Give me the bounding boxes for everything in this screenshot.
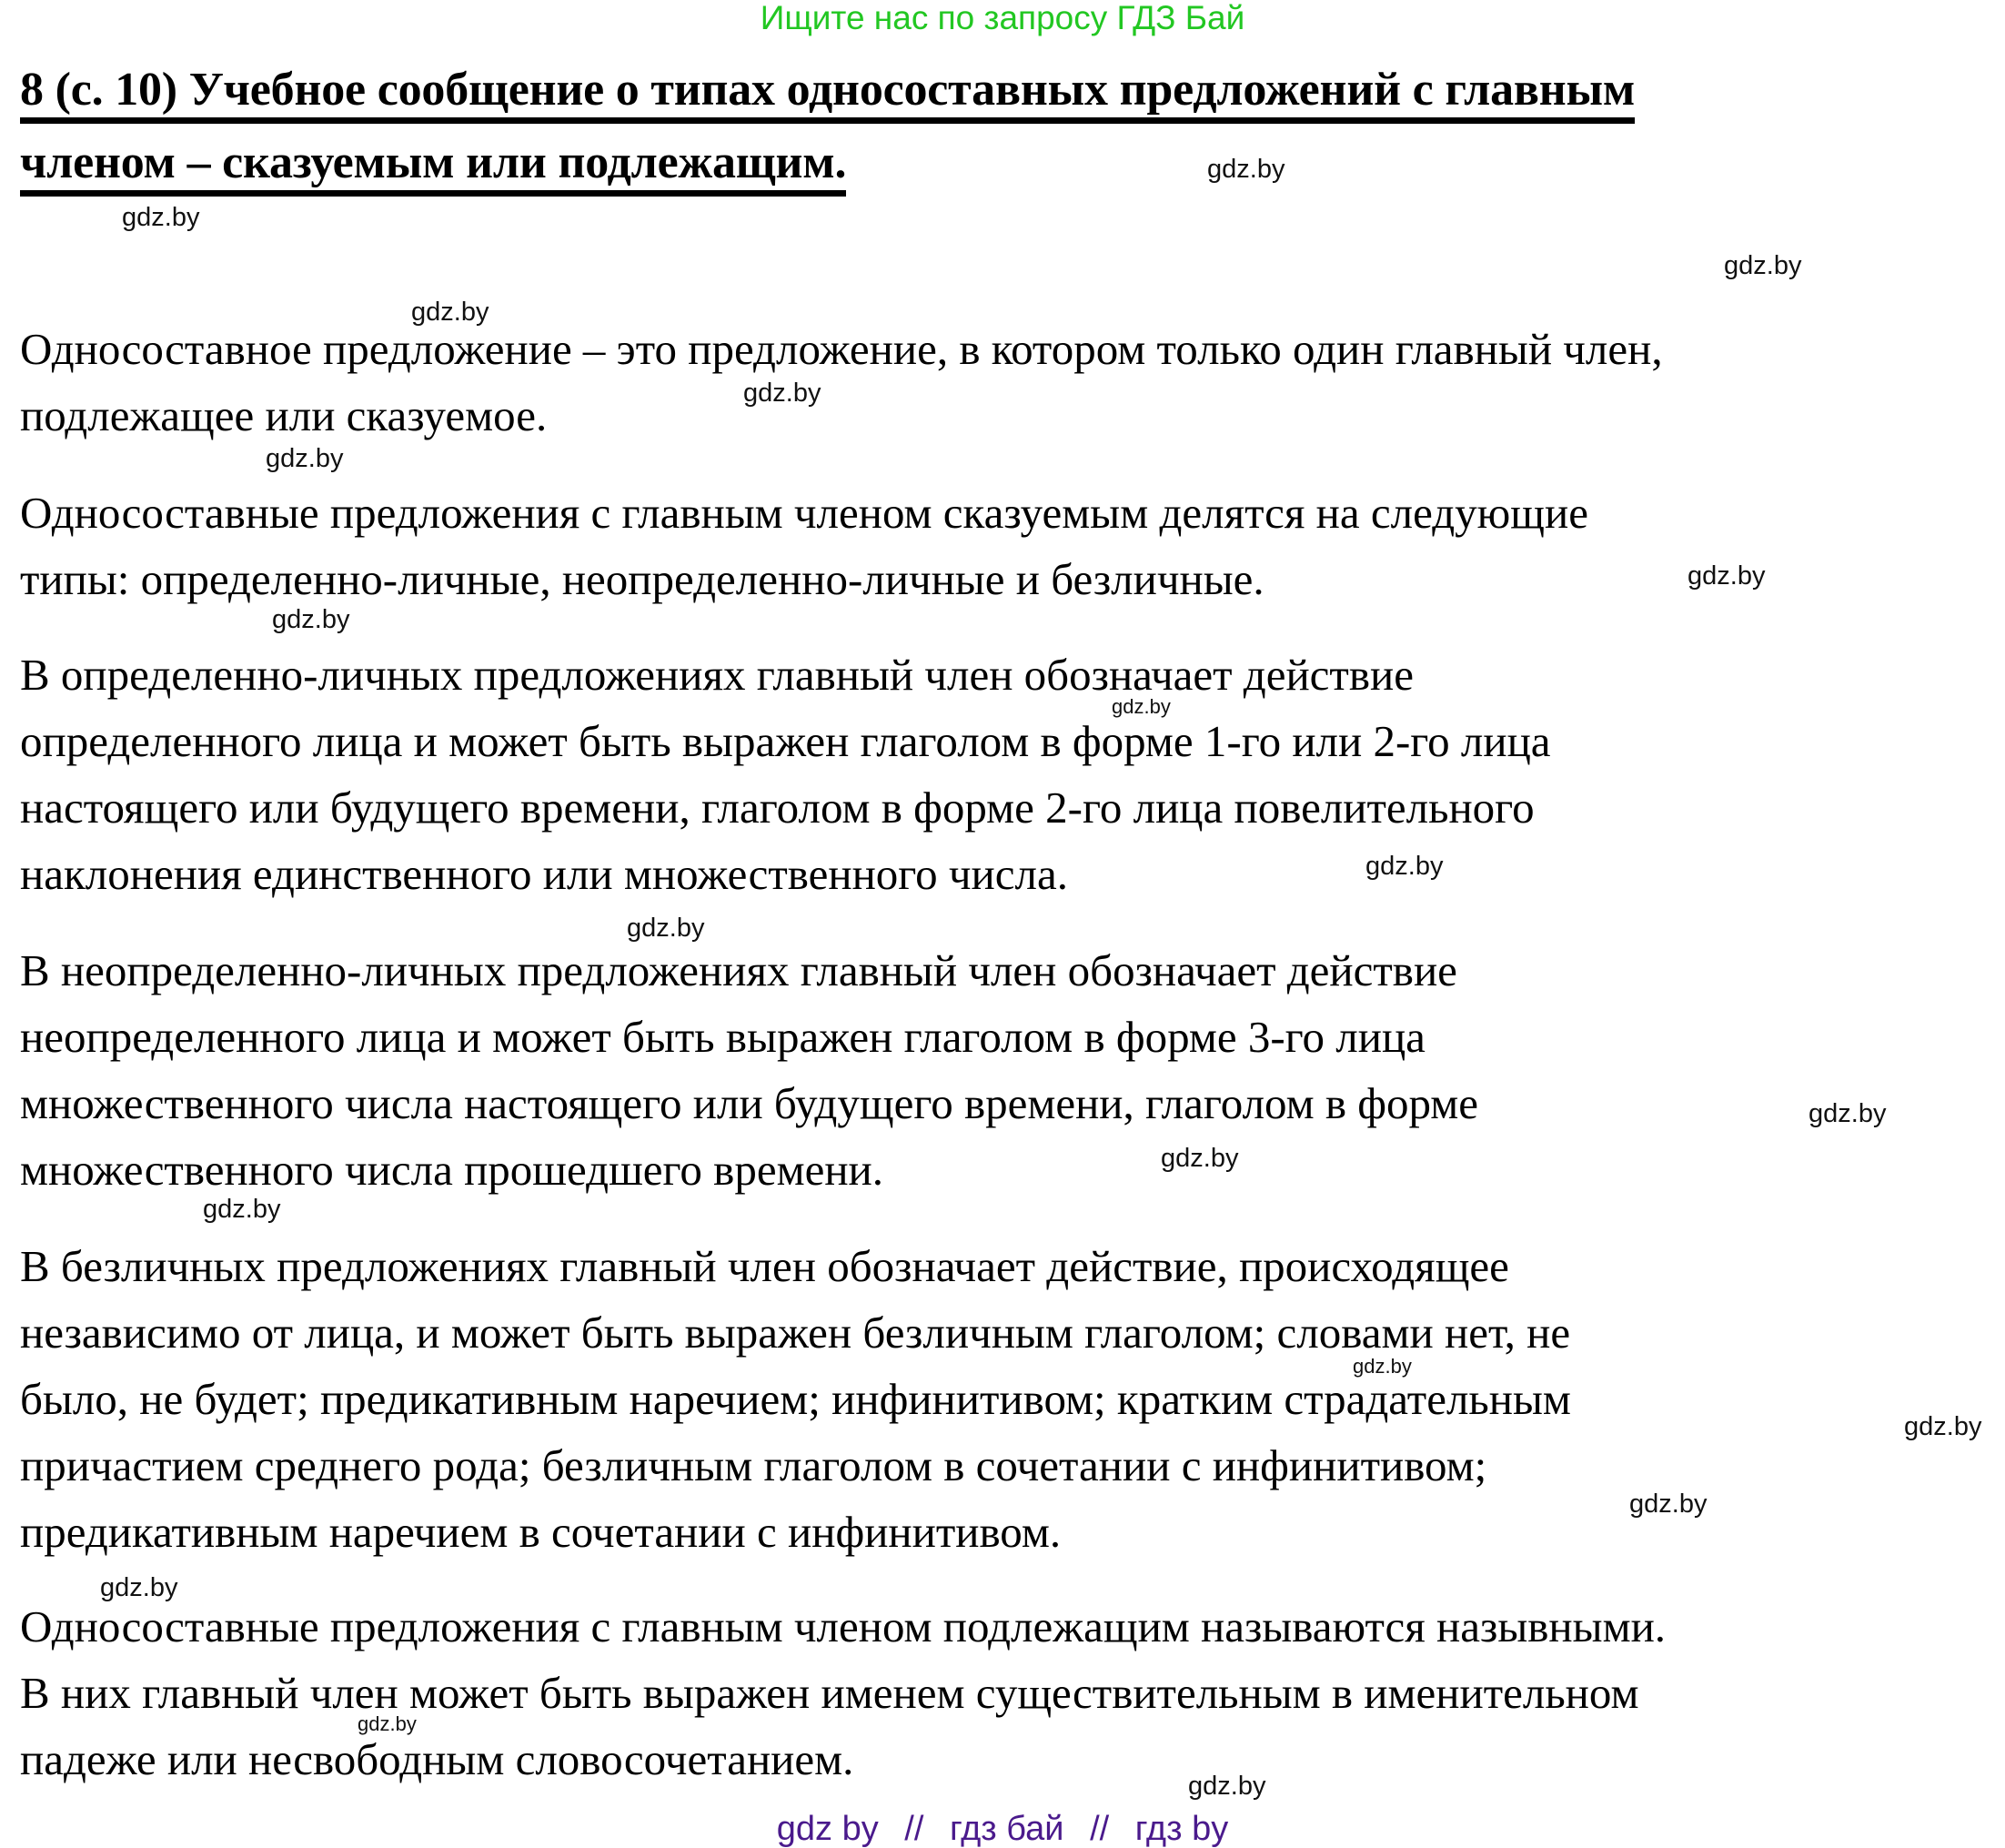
footer-link-gdz-bai[interactable]: гдз бай	[949, 1810, 1064, 1848]
paragraph-nominative	[20, 1593, 1666, 1792]
text-line: Односоставное предложение – это предложение, в котором только один главный член,	[20, 324, 1663, 374]
watermark: gdz.by	[266, 444, 344, 473]
text-line: В определенно-личных предложениях главный член обозначает действие	[20, 650, 1414, 700]
watermark: gdz.by	[358, 1712, 417, 1735]
search-hint-banner: Ищите нас по запросу ГДЗ Бай	[760, 0, 1245, 36]
watermark: gdz.by	[1188, 1772, 1266, 1801]
text-line: наклонения единственного или множественного числа.	[20, 849, 1068, 899]
watermark: gdz.by	[1207, 155, 1285, 184]
footer-link-gdz-by-cyr[interactable]: гдз by	[1134, 1810, 1229, 1848]
watermark: gdz.by	[272, 605, 350, 634]
text-line: В безличных предложениях главный член обозначает действие, происходящее	[20, 1241, 1509, 1291]
paragraph-definition	[20, 316, 1663, 449]
footer-separator: //	[904, 1810, 924, 1848]
text-line: независимо от лица, и может быть выражен безличным глаголом; словами нет, не	[20, 1308, 1571, 1358]
paragraph-impersonal	[20, 1233, 1571, 1565]
watermark: gdz.by	[1688, 561, 1766, 591]
paragraph-predicate-types	[20, 480, 1588, 612]
text-line: В них главный член может быть выражен именем существительным в именительном	[20, 1668, 1639, 1718]
text-line: было, не будет; предикативным наречием; инфинитивом; кратким страдательным	[20, 1374, 1571, 1424]
title-line-1: 8 (с. 10) Учебное сообщение о типах односоставных предложений с главным	[20, 63, 1635, 124]
text-line: предикативным наречием в сочетании с инфинитивом.	[20, 1507, 1062, 1557]
text-line: определенного лица и может быть выражен глаголом в форме 1-го или 2-го лица	[20, 716, 1551, 766]
watermark: gdz.by	[1724, 251, 1802, 280]
paragraph-indefinite-personal	[20, 937, 1478, 1203]
watermark: gdz.by	[1365, 852, 1444, 881]
footer-link-gdz-by[interactable]: gdz by	[776, 1810, 879, 1848]
watermark: gdz.by	[1353, 1355, 1412, 1378]
footer-links	[0, 1811, 2005, 1847]
watermark: gdz.by	[743, 379, 821, 408]
watermark: gdz.by	[1161, 1144, 1239, 1173]
watermark: gdz.by	[203, 1195, 281, 1224]
title-line-2: членом – сказуемым или подлежащим.	[20, 136, 846, 197]
text-line: настоящего или будущего времени, глаголом в форме 2-го лица повелительного	[20, 783, 1535, 833]
watermark: gdz.by	[1112, 695, 1171, 718]
watermark: gdz.by	[122, 203, 200, 232]
text-line: неопределенного лица и может быть выражен глаголом в форме 3-го лица	[20, 1012, 1426, 1062]
text-line: В неопределенно-личных предложениях главный член обозначает действие	[20, 945, 1457, 995]
text-line: причастием среднего рода; безличным глаголом в сочетании с инфинитивом;	[20, 1440, 1487, 1490]
text-line: Односоставные предложения с главным членом сказуемым делятся на следующие	[20, 488, 1588, 538]
page-title	[20, 56, 1930, 202]
watermark: gdz.by	[411, 298, 489, 327]
text-line: типы: определенно-личные, неопределенно-личные и безличные.	[20, 554, 1264, 604]
watermark: gdz.by	[1629, 1490, 1708, 1519]
text-line: множественного числа прошедшего времени.	[20, 1145, 884, 1195]
text-line: подлежащее или сказуемое.	[20, 390, 548, 440]
watermark: gdz.by	[100, 1573, 178, 1602]
watermark: gdz.by	[1904, 1412, 1982, 1441]
paragraph-definite-personal	[20, 641, 1551, 907]
text-line: Односоставные предложения с главным членом подлежащим называются назывными.	[20, 1601, 1667, 1651]
watermark: gdz.by	[1809, 1099, 1887, 1128]
watermark: gdz.by	[627, 914, 705, 943]
text-line: множественного числа настоящего или будущего времени, глаголом в форме	[20, 1078, 1479, 1128]
text-line: падеже или несвободным словосочетанием.	[20, 1734, 854, 1784]
footer-separator: //	[1090, 1810, 1110, 1848]
